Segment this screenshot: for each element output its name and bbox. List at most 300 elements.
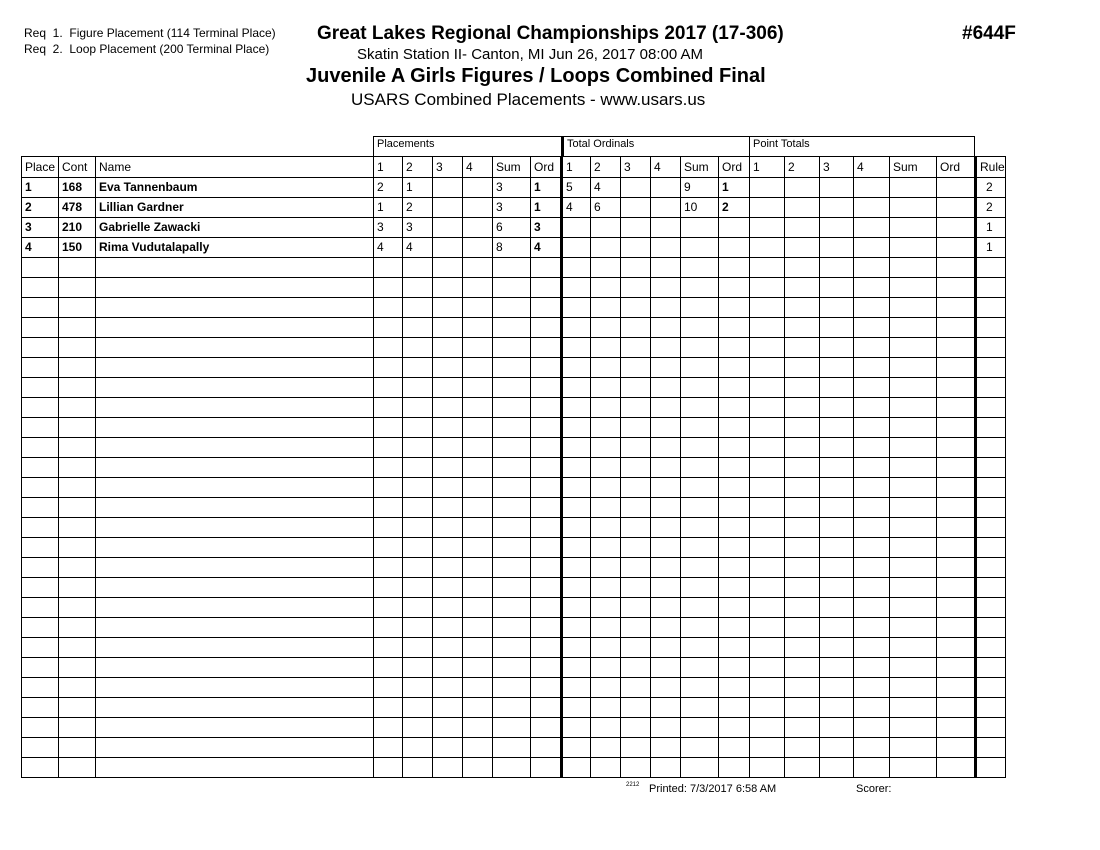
table-cell <box>937 558 976 578</box>
table-cell: 168 <box>59 178 96 198</box>
table-cell <box>976 398 1006 418</box>
table-cell <box>463 358 493 378</box>
table-cell <box>621 198 651 218</box>
table-cell <box>374 718 403 738</box>
table-cell <box>890 298 937 318</box>
table-cell <box>562 338 591 358</box>
table-row <box>22 498 1006 518</box>
table-cell <box>96 758 374 778</box>
table-cell <box>59 258 96 278</box>
table-cell: Lillian Gardner <box>96 198 374 218</box>
table-cell <box>820 458 854 478</box>
table-cell <box>890 258 937 278</box>
table-cell <box>890 518 937 538</box>
table-cell <box>22 558 59 578</box>
table-cell <box>937 738 976 758</box>
table-cell <box>820 718 854 738</box>
table-row <box>22 738 1006 758</box>
group-total-ordinals: Total Ordinals <box>561 136 750 156</box>
table-cell <box>681 238 719 258</box>
table-cell <box>719 338 750 358</box>
table-cell <box>937 578 976 598</box>
table-cell <box>59 378 96 398</box>
table-cell <box>750 758 785 778</box>
table-cell <box>785 458 820 478</box>
table-cell <box>531 518 562 538</box>
table-cell: 6 <box>591 198 621 218</box>
table-cell <box>750 658 785 678</box>
table-cell <box>493 478 531 498</box>
table-cell <box>433 458 463 478</box>
table-cell <box>719 458 750 478</box>
table-cell <box>493 338 531 358</box>
table-cell <box>719 498 750 518</box>
table-cell <box>890 338 937 358</box>
table-cell <box>750 378 785 398</box>
table-cell <box>96 478 374 498</box>
table-cell <box>562 518 591 538</box>
table-cell <box>59 638 96 658</box>
table-cell <box>403 598 433 618</box>
table-cell <box>890 538 937 558</box>
table-cell <box>621 218 651 238</box>
table-cell <box>59 658 96 678</box>
table-cell <box>890 738 937 758</box>
table-cell <box>433 238 463 258</box>
table-cell <box>374 498 403 518</box>
table-cell <box>22 438 59 458</box>
table-cell <box>96 258 374 278</box>
table-cell <box>785 298 820 318</box>
table-cell <box>681 378 719 398</box>
table-cell <box>890 418 937 438</box>
table-cell <box>719 618 750 638</box>
table-cell <box>403 478 433 498</box>
table-cell <box>719 518 750 538</box>
table-cell <box>562 218 591 238</box>
table-cell <box>651 318 681 338</box>
table-cell <box>59 478 96 498</box>
table-cell: 2 <box>22 198 59 218</box>
table-cell <box>890 698 937 718</box>
table-cell <box>433 438 463 458</box>
table-cell <box>562 458 591 478</box>
table-cell <box>493 678 531 698</box>
table-cell <box>621 418 651 438</box>
table-cell <box>59 738 96 758</box>
table-cell <box>374 578 403 598</box>
table-cell <box>976 418 1006 438</box>
table-row <box>22 278 1006 298</box>
table-cell <box>820 558 854 578</box>
table-cell <box>591 258 621 278</box>
table-row <box>22 318 1006 338</box>
table-cell <box>820 258 854 278</box>
results-table <box>21 156 1006 778</box>
table-cell <box>820 378 854 398</box>
table-cell <box>681 318 719 338</box>
table-cell <box>562 638 591 658</box>
table-cell <box>562 558 591 578</box>
table-cell <box>531 498 562 518</box>
table-cell <box>651 178 681 198</box>
table-cell <box>937 418 976 438</box>
table-cell <box>937 638 976 658</box>
table-cell <box>750 478 785 498</box>
table-cell <box>591 278 621 298</box>
competition-title: Great Lakes Regional Championships 2017 (17-306) <box>317 23 784 44</box>
table-cell <box>591 498 621 518</box>
table-cell <box>890 658 937 678</box>
table-cell <box>621 358 651 378</box>
table-cell <box>621 498 651 518</box>
table-cell <box>96 458 374 478</box>
table-cell <box>531 298 562 318</box>
table-cell <box>937 298 976 318</box>
table-cell <box>22 758 59 778</box>
footer-code: 2212 <box>626 782 640 788</box>
table-cell <box>22 318 59 338</box>
table-cell <box>651 538 681 558</box>
table-cell <box>890 638 937 658</box>
table-cell <box>820 338 854 358</box>
table-cell <box>493 278 531 298</box>
table-cell: 2 <box>976 178 1006 198</box>
table-cell <box>719 278 750 298</box>
table-cell <box>621 458 651 478</box>
table-cell <box>403 678 433 698</box>
table-cell <box>937 698 976 718</box>
table-cell <box>96 678 374 698</box>
table-cell <box>937 258 976 278</box>
table-cell <box>890 578 937 598</box>
table-cell <box>493 418 531 438</box>
table-cell <box>621 558 651 578</box>
table-cell <box>820 198 854 218</box>
table-cell <box>463 738 493 758</box>
column-header: Place <box>22 157 59 178</box>
table-cell <box>463 498 493 518</box>
table-cell <box>531 558 562 578</box>
group-placements: Placements <box>373 136 562 156</box>
table-cell <box>651 518 681 538</box>
table-cell <box>531 618 562 638</box>
column-header: 2 <box>403 157 433 178</box>
table-cell <box>403 338 433 358</box>
table-cell <box>976 578 1006 598</box>
table-cell <box>820 438 854 458</box>
table-cell <box>59 538 96 558</box>
table-cell <box>651 678 681 698</box>
table-cell <box>750 718 785 738</box>
table-cell <box>531 638 562 658</box>
table-cell <box>59 578 96 598</box>
table-cell <box>621 438 651 458</box>
table-cell <box>562 598 591 618</box>
table-cell <box>719 738 750 758</box>
table-cell <box>976 598 1006 618</box>
table-cell <box>854 558 890 578</box>
table-cell: 9 <box>681 178 719 198</box>
column-header: 2 <box>785 157 820 178</box>
table-cell <box>493 738 531 758</box>
table-cell <box>854 518 890 538</box>
table-cell <box>403 498 433 518</box>
table-cell <box>785 518 820 538</box>
table-cell <box>890 318 937 338</box>
table-cell <box>785 758 820 778</box>
table-cell <box>22 418 59 438</box>
table-cell <box>890 378 937 398</box>
table-cell <box>681 678 719 698</box>
table-row <box>22 398 1006 418</box>
table-cell <box>976 338 1006 358</box>
table-cell <box>750 438 785 458</box>
table-cell <box>976 318 1006 338</box>
table-row <box>22 478 1006 498</box>
table-cell <box>562 418 591 438</box>
table-cell <box>785 658 820 678</box>
table-cell <box>22 518 59 538</box>
table-cell <box>493 618 531 638</box>
table-cell <box>96 398 374 418</box>
table-cell <box>22 398 59 418</box>
table-cell <box>820 698 854 718</box>
table-cell <box>820 598 854 618</box>
table-cell <box>463 378 493 398</box>
table-cell <box>937 178 976 198</box>
venue-date: Skatin Station II- Canton, MI Jun 26, 2017 08:00 AM <box>357 46 704 63</box>
table-row <box>22 658 1006 678</box>
table-cell <box>854 698 890 718</box>
table-cell <box>403 638 433 658</box>
table-cell <box>531 578 562 598</box>
table-cell <box>681 478 719 498</box>
column-header: Ord <box>937 157 976 178</box>
table-cell <box>651 418 681 438</box>
table-row <box>22 598 1006 618</box>
table-cell <box>976 458 1006 478</box>
table-cell <box>562 258 591 278</box>
table-cell <box>531 358 562 378</box>
table-cell <box>681 278 719 298</box>
table-cell <box>681 498 719 518</box>
table-cell <box>374 338 403 358</box>
table-cell <box>433 498 463 518</box>
table-cell <box>651 398 681 418</box>
table-cell <box>976 278 1006 298</box>
column-header: 1 <box>374 157 403 178</box>
table-cell <box>785 578 820 598</box>
table-cell <box>750 418 785 438</box>
table-cell <box>403 538 433 558</box>
table-cell: 1 <box>531 178 562 198</box>
table-cell <box>719 398 750 418</box>
table-cell <box>531 278 562 298</box>
table-cell <box>562 318 591 338</box>
table-cell <box>493 558 531 578</box>
table-cell <box>651 638 681 658</box>
table-cell <box>531 758 562 778</box>
table-cell <box>433 298 463 318</box>
table-cell <box>976 658 1006 678</box>
table-cell <box>374 258 403 278</box>
table-cell <box>890 358 937 378</box>
table-cell <box>463 338 493 358</box>
table-cell <box>937 378 976 398</box>
table-cell <box>854 498 890 518</box>
table-cell: 150 <box>59 238 96 258</box>
table-cell: 4 <box>591 178 621 198</box>
table-cell <box>681 458 719 478</box>
table-cell <box>681 658 719 678</box>
column-header: Name <box>96 157 374 178</box>
table-cell <box>854 638 890 658</box>
table-cell <box>890 438 937 458</box>
table-cell <box>433 718 463 738</box>
table-cell <box>976 618 1006 638</box>
table-cell <box>374 538 403 558</box>
table-cell <box>22 578 59 598</box>
table-cell <box>937 318 976 338</box>
table-cell <box>591 738 621 758</box>
table-cell <box>785 238 820 258</box>
table-cell <box>820 398 854 418</box>
table-cell <box>591 598 621 618</box>
table-cell <box>937 758 976 778</box>
table-cell <box>22 698 59 718</box>
table-cell <box>785 338 820 358</box>
table-cell <box>651 238 681 258</box>
table-cell <box>651 438 681 458</box>
table-cell <box>562 718 591 738</box>
table-row <box>22 338 1006 358</box>
column-header: Ord <box>531 157 562 178</box>
table-cell <box>531 458 562 478</box>
table-cell <box>651 338 681 358</box>
table-cell <box>750 738 785 758</box>
table-cell <box>750 298 785 318</box>
table-cell <box>719 358 750 378</box>
table-cell <box>591 518 621 538</box>
table-cell <box>651 298 681 318</box>
table-cell <box>681 698 719 718</box>
table-cell <box>562 238 591 258</box>
table-cell <box>531 718 562 738</box>
table-cell <box>621 598 651 618</box>
table-cell <box>854 658 890 678</box>
printed-timestamp: Printed: 7/3/2017 6:58 AM <box>649 783 777 795</box>
table-row <box>22 458 1006 478</box>
table-cell <box>890 278 937 298</box>
table-cell <box>59 358 96 378</box>
table-cell <box>621 618 651 638</box>
table-cell <box>463 418 493 438</box>
table-cell <box>937 498 976 518</box>
table-cell <box>890 618 937 638</box>
table-cell <box>22 638 59 658</box>
table-cell <box>403 718 433 738</box>
table-cell <box>591 338 621 358</box>
table-cell <box>785 218 820 238</box>
table-cell: 4 <box>531 238 562 258</box>
table-cell <box>96 378 374 398</box>
table-cell <box>96 658 374 678</box>
table-cell <box>890 558 937 578</box>
table-cell <box>937 358 976 378</box>
table-cell <box>463 278 493 298</box>
table-cell <box>96 338 374 358</box>
table-cell <box>750 598 785 618</box>
table-cell <box>820 178 854 198</box>
column-header: Rule <box>976 157 1006 178</box>
table-cell <box>937 218 976 238</box>
table-cell <box>890 758 937 778</box>
table-cell <box>621 638 651 658</box>
table-cell <box>22 598 59 618</box>
table-cell <box>681 358 719 378</box>
table-cell <box>59 558 96 578</box>
table-cell <box>403 738 433 758</box>
table-cell <box>463 178 493 198</box>
table-cell <box>562 758 591 778</box>
table-cell <box>493 518 531 538</box>
table-cell <box>719 258 750 278</box>
table-cell <box>785 618 820 638</box>
table-cell <box>591 238 621 258</box>
table-cell <box>651 718 681 738</box>
table-cell <box>59 278 96 298</box>
table-cell <box>785 418 820 438</box>
table-cell <box>719 538 750 558</box>
table-cell <box>59 318 96 338</box>
table-cell <box>96 638 374 658</box>
table-cell <box>374 458 403 478</box>
table-cell <box>591 358 621 378</box>
table-cell <box>785 678 820 698</box>
table-cell <box>493 378 531 398</box>
table-cell <box>976 258 1006 278</box>
table-cell <box>96 618 374 638</box>
table-cell <box>59 618 96 638</box>
table-cell <box>374 558 403 578</box>
table-cell <box>96 298 374 318</box>
table-cell: 3 <box>403 218 433 238</box>
table-cell <box>937 398 976 418</box>
column-header: Cont <box>59 157 96 178</box>
table-cell <box>854 418 890 438</box>
table-cell <box>493 578 531 598</box>
table-cell <box>96 738 374 758</box>
table-cell <box>854 338 890 358</box>
table-cell <box>681 618 719 638</box>
table-cell <box>531 418 562 438</box>
table-cell <box>681 338 719 358</box>
table-cell <box>854 758 890 778</box>
table-cell <box>531 478 562 498</box>
table-cell <box>719 678 750 698</box>
table-cell: 1 <box>22 178 59 198</box>
table-cell <box>820 618 854 638</box>
table-cell <box>937 618 976 638</box>
table-cell <box>374 298 403 318</box>
table-cell <box>433 638 463 658</box>
table-cell <box>785 258 820 278</box>
table-cell <box>463 578 493 598</box>
table-cell: 3 <box>531 218 562 238</box>
table-cell <box>820 518 854 538</box>
table-cell <box>854 178 890 198</box>
